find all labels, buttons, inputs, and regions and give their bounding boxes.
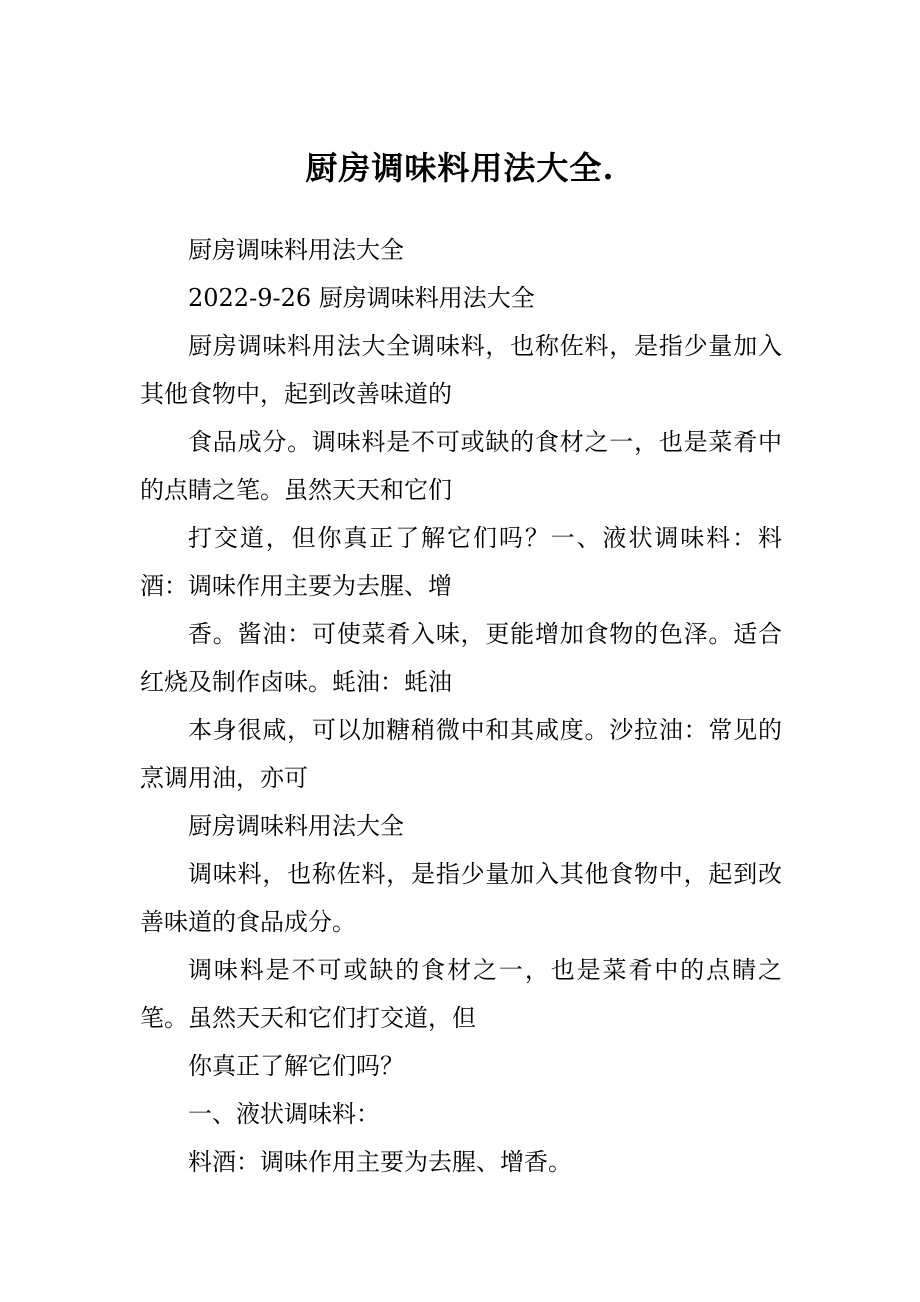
paragraph: 厨房调味料用法大全 [188,812,404,840]
paragraph: 料酒：调味作用主要为去腥、增香。 [188,1148,572,1176]
paragraph: 调味料，也称佐料，是指少量加入其他食物中，起到改善味道的食品成分。 [140,860,782,936]
paragraph: 调味料是不可或缺的食材之一，也是菜肴中的点睛之笔。虽然天天和它们打交道，但 [140,956,782,1032]
paragraph: 本身很咸，可以加糖稍微中和其咸度。沙拉油：常见的烹调用油，亦可 [140,716,782,792]
document-title: 厨房调味料用法大全. [305,149,615,187]
paragraph: 厨房调味料用法大全调味料，也称佐料，是指少量加入其他食物中，起到改善味道的 [140,332,782,408]
paragraph: 一、液状调味料： [188,1100,380,1128]
paragraph: 厨房调味料用法大全 [188,236,404,264]
paragraph: 打交道，但你真正了解它们吗？一、液状调味料：料酒：调味作用主要为去腥、增 [140,524,782,600]
document-body [140,226,782,1186]
paragraph: 2022-9-26 厨房调味料用法大全 [188,284,535,312]
paragraph: 香。酱油：可使菜肴入味，更能增加食物的色泽。适合红烧及制作卤味。蚝油：蚝油 [140,620,782,696]
paragraph: 食品成分。调味料是不可或缺的食材之一，也是菜肴中的点睛之笔。虽然天天和它们 [140,428,782,504]
paragraph: 你真正了解它们吗？ [188,1052,404,1080]
